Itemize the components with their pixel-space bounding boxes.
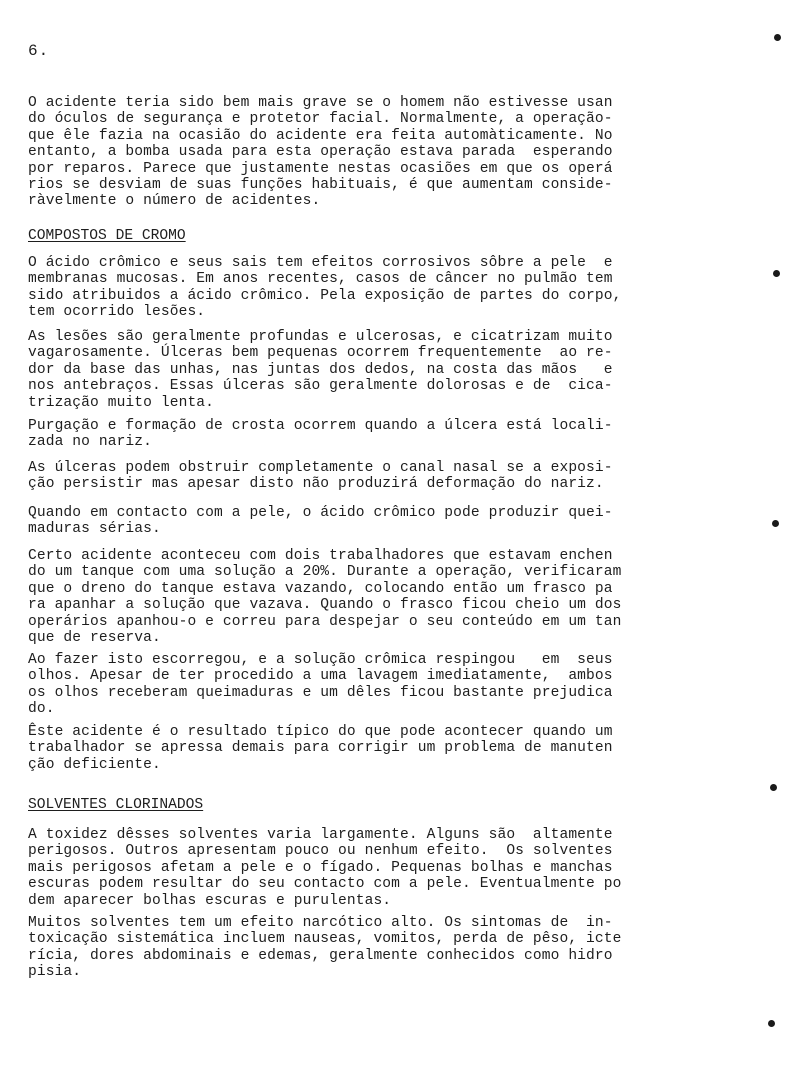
- binder-hole-mark: [768, 1020, 775, 1027]
- binder-hole-mark: [774, 34, 781, 41]
- binder-hole-mark: [772, 520, 779, 527]
- paragraph-solvent-toxicity: A toxidez dêsses solventes varia largamente. Alguns são altamente perigosos. Outros apresentam pouco ou nenhum efeito. Os solventes mais perigosos afetam a pele e o fígado. Pequenas bolhas e manchas escuras podem resultar do seu contacto com a pele. Eventualmente po dem aparecer bolhas escuras e purulentas.: [28, 827, 622, 909]
- page-number: 6.: [28, 42, 50, 60]
- paragraph-splash-injury: Ao fazer isto escorregou, e a solução crômica respingou em seus olhos. Apesar de ter procedido a uma lavagem imediatamente, ambos os olhos receberam queimaduras e um dêles ficou bastante prejudica do.: [28, 652, 613, 718]
- binder-hole-mark: [770, 784, 777, 791]
- paragraph-narcotic-effects: Muitos solventes tem um efeito narcótico alto. Os sintomas de in- toxicação sistemática incluem nauseas, vomitos, perda de pêso, icte rícia, dores abdominais e edemas, geralmente conhecidos como hidro pisia.: [28, 915, 622, 981]
- paragraph-tank-accident: Certo acidente aconteceu com dois trabalhadores que estavam enchen do um tanque com uma solução a 20%. Durante a operação, verificaram que o dreno do tanque estava vazando, colocando então um frasco pa ra apanhar a solução que vazava. Quando o frasco ficou cheio um dos operários apanhou-o e correu para despejar o seu conteúdo em um tan que de reserva.: [28, 548, 622, 647]
- paragraph-contact-burns: Quando em contacto com a pele, o ácido crômico pode produzir quei- maduras sérias.: [28, 505, 613, 538]
- paragraph-typical-accident: Êste acidente é o resultado típico do que pode acontecer quando um trabalhador se apressa demais para corrigir um problema de manuten ção deficiente.: [28, 724, 613, 773]
- paragraph-purging: Purgação e formação de crosta ocorrem quando a úlcera está locali- zada no nariz.: [28, 418, 613, 451]
- paragraph-accident-summary: O acidente teria sido bem mais grave se o homem não estivesse usan do óculos de segurança e protetor facial. Normalmente, a operação- que êle fazia na ocasião do acidente era feita automàticamente. No entanto, a bomba usada para esta operação estava parada esperando por reparos. Parece que justamente nestas ocasiões em que os operá rios se desviam de suas funções habituais, é que aumentam conside- ràvelmente o número de acidentes.: [28, 95, 613, 210]
- section-heading-chromium-compounds: COMPOSTOS DE CROMO: [28, 228, 186, 244]
- section-heading-chlorinated-solvents: SOLVENTES CLORINADOS: [28, 797, 204, 813]
- binder-hole-mark: [773, 270, 780, 277]
- paragraph-ulcers-nasal: As úlceras podem obstruir completamente o canal nasal se a exposi- ção persistir mas apesar disto não produzirá deformação do nariz.: [28, 460, 613, 493]
- paragraph-lesions: As lesões são geralmente profundas e ulcerosas, e cicatrizam muito vagarosamente. Úlceras bem pequenas ocorrem frequentemente ao re- dor da base das unhas, nas juntas dos dedos, na costa das mãos e nos antebraços. Essas úlceras são geralmente dolorosas e de cica- trização muito lenta.: [28, 329, 613, 411]
- paragraph-chromic-acid-effects: O ácido crômico e seus sais tem efeitos corrosivos sôbre a pele e membranas mucosas. Em anos recentes, casos de câncer no pulmão tem sido atribuidos a ácido crômico. Pela exposição de partes do corpo, tem ocorrido lesões.: [28, 255, 622, 321]
